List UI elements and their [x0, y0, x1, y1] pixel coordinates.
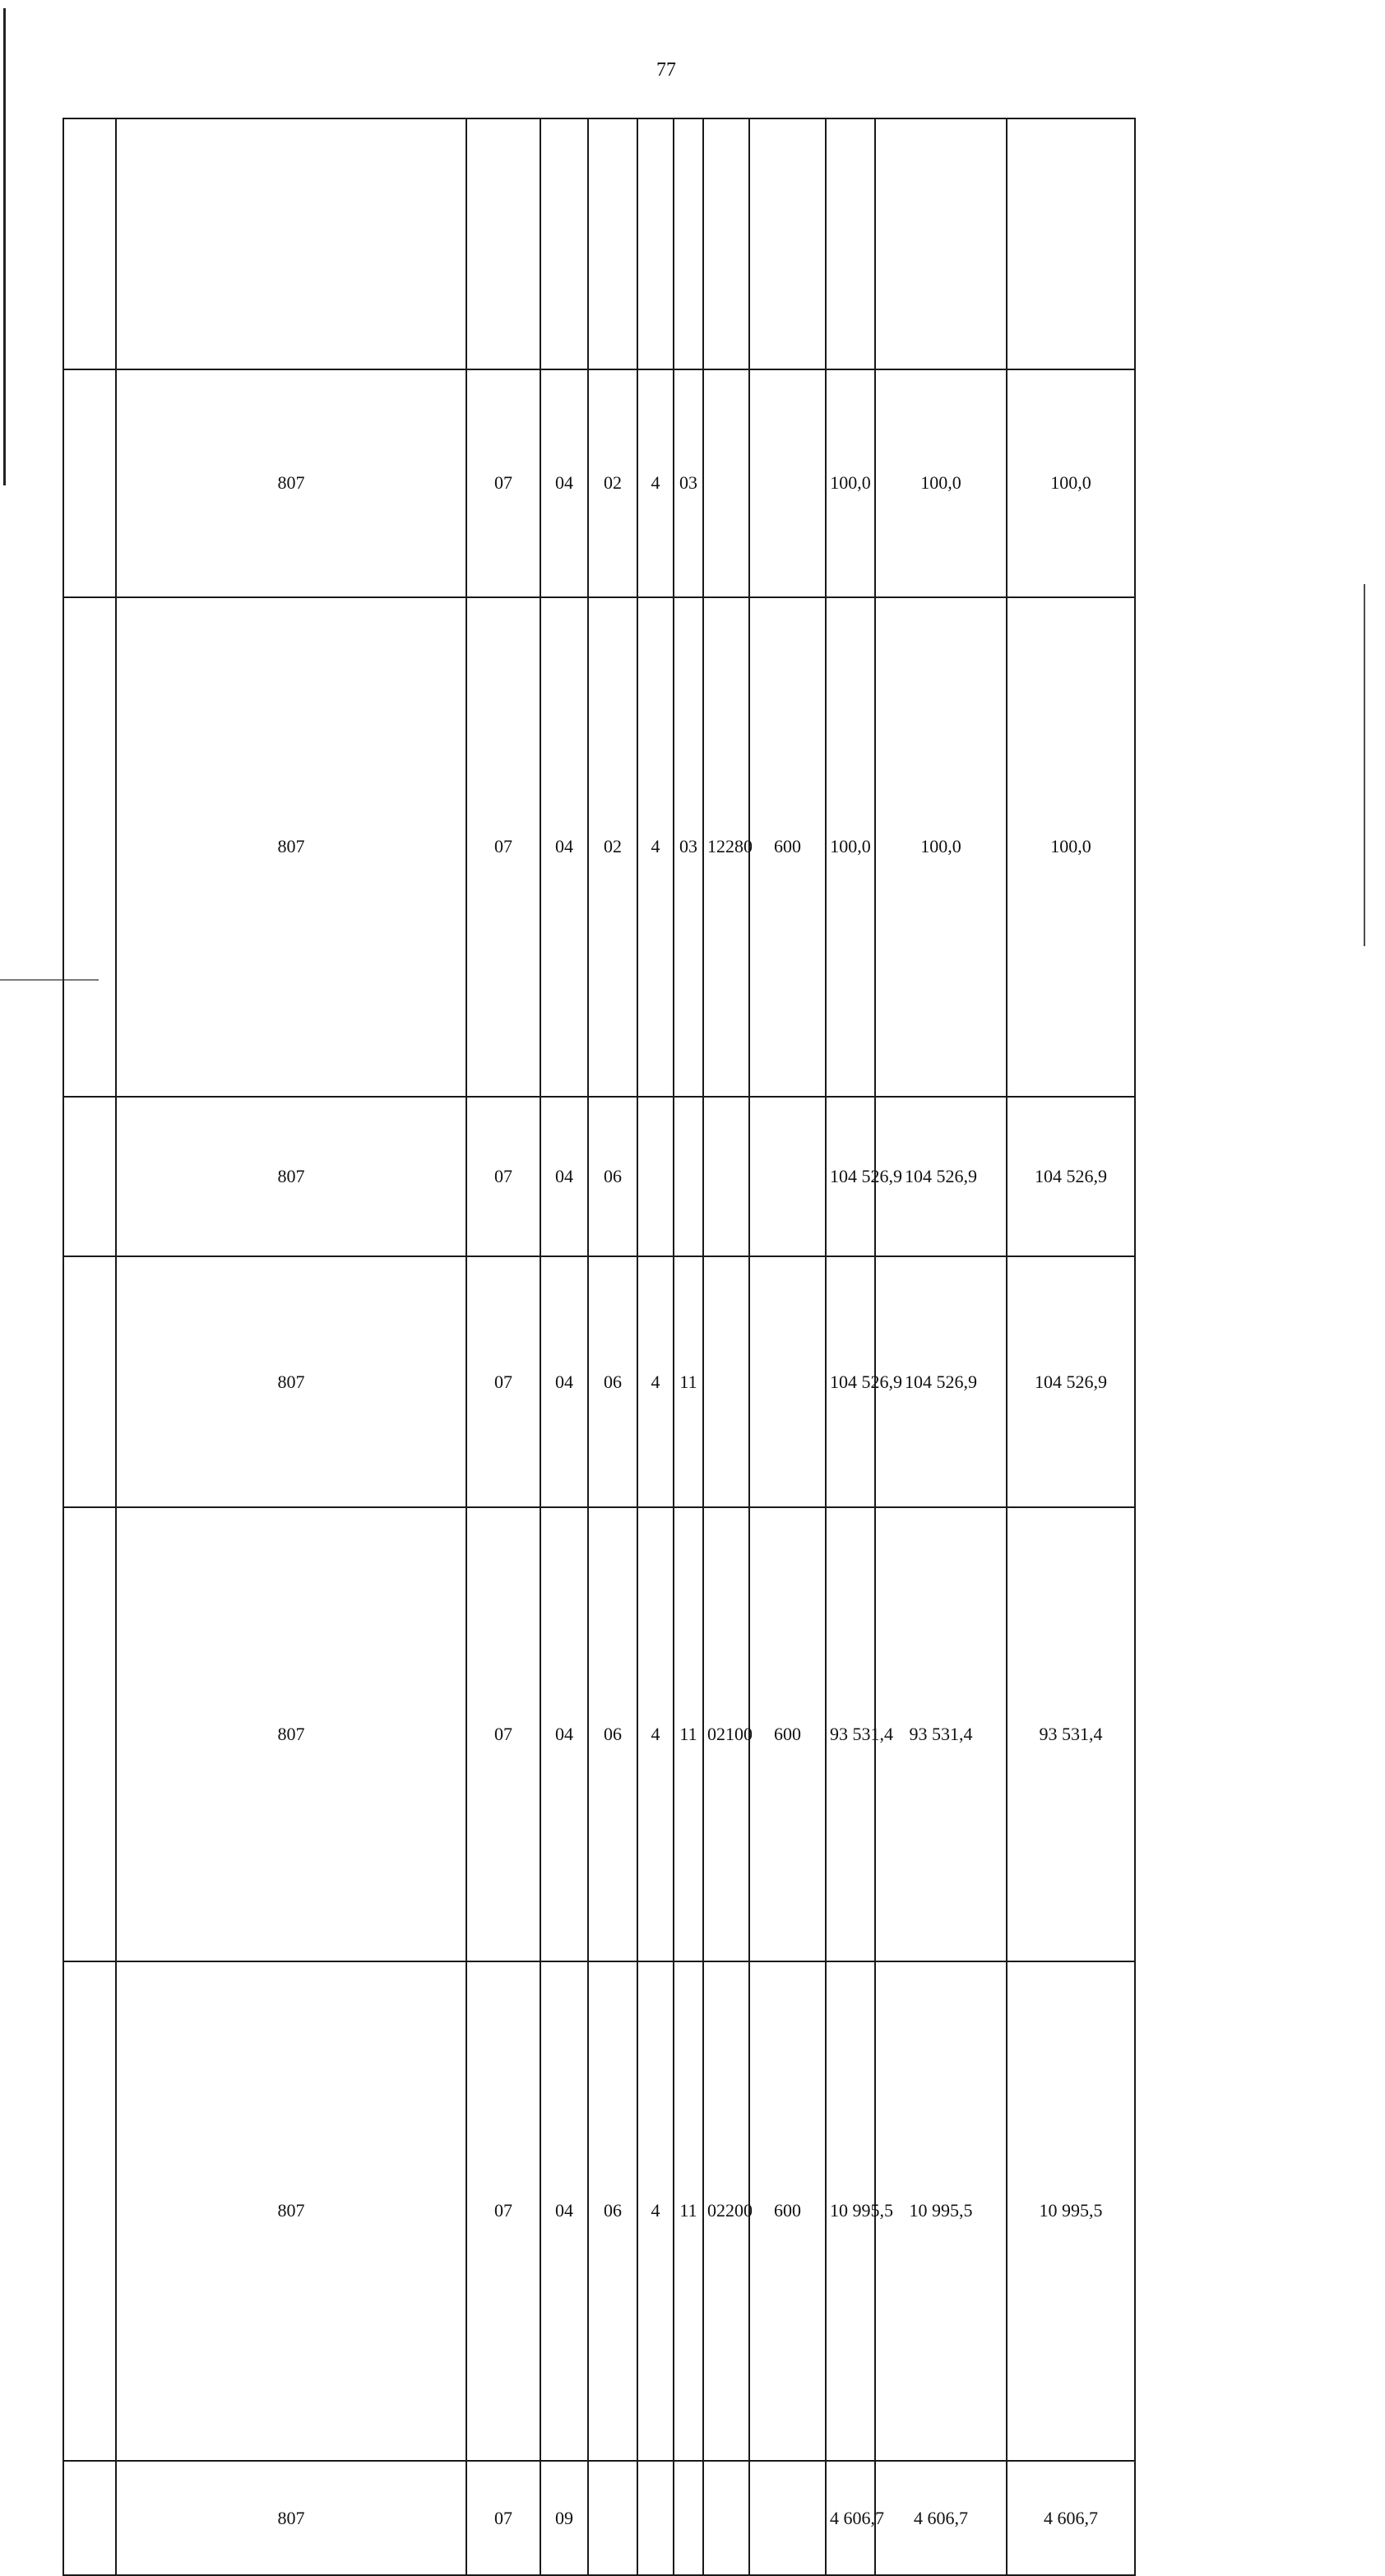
structure-element-code: 4: [637, 369, 674, 597]
ministry-code: 807: [116, 1507, 466, 1961]
program-code: 06: [588, 1256, 637, 1507]
row-number-cell: [63, 369, 116, 597]
amount-year-1: 104 526,9: [826, 1256, 875, 1507]
row-number-cell: [63, 1507, 116, 1961]
expense-type-code: [749, 1256, 826, 1507]
expense-type-code: [749, 369, 826, 597]
direction-code: [703, 2461, 749, 2576]
ministry-code: 807: [116, 1961, 466, 2461]
subsection-code: [540, 118, 588, 369]
ministry-code: [116, 118, 466, 369]
expense-type-code: 600: [749, 597, 826, 1097]
target-code: [674, 1097, 703, 1257]
amount-year-3: 100,0: [1007, 369, 1135, 597]
page-number: 77: [656, 59, 676, 81]
table-row: [63, 1097, 1274, 1257]
section-code: 07: [466, 1256, 540, 1507]
structure-element-code: 4: [637, 597, 674, 1097]
amount-year-2: 4 606,7: [875, 2461, 1007, 2576]
section-code: 07: [466, 1507, 540, 1961]
program-code: 06: [588, 1097, 637, 1257]
amount-year-1: 10 995,5: [826, 1961, 875, 2461]
section-code: 07: [466, 597, 540, 1097]
amount-year-2: 10 995,5: [875, 1961, 1007, 2461]
row-number-cell: [63, 1097, 116, 1257]
row-number-cell: [63, 597, 116, 1097]
program-code: 02: [588, 597, 637, 1097]
direction-code: 02100: [703, 1507, 749, 1961]
table-row: [63, 597, 1274, 1097]
direction-code: 12280: [703, 597, 749, 1097]
scan-edge-mark: [0, 979, 99, 981]
amount-year-1: 100,0: [826, 369, 875, 597]
ministry-code: 807: [116, 369, 466, 597]
amount-year-1: [826, 118, 875, 369]
row-number-cell: [63, 118, 116, 369]
amount-year-3: 4 606,7: [1007, 2461, 1135, 2576]
subsection-code: 04: [540, 1256, 588, 1507]
target-code: 11: [674, 1507, 703, 1961]
amount-year-3: 100,0: [1007, 597, 1135, 1097]
expense-type-code: 600: [749, 1507, 826, 1961]
expense-type-code: [749, 1097, 826, 1257]
subsection-code: 04: [540, 369, 588, 597]
amount-year-3: [1007, 118, 1135, 369]
structure-element-code: [637, 2461, 674, 2576]
section-code: 07: [466, 1097, 540, 1257]
amount-year-1: 100,0: [826, 597, 875, 1097]
amount-year-2: 104 526,9: [875, 1256, 1007, 1507]
table-row: [63, 1507, 1274, 1961]
table-row: [63, 2461, 1274, 2576]
subsection-code: 04: [540, 1097, 588, 1257]
program-code: [588, 2461, 637, 2576]
table-row: [63, 1961, 1274, 2461]
section-code: 07: [466, 2461, 540, 2576]
structure-element-code: 4: [637, 1961, 674, 2461]
direction-code: [703, 1256, 749, 1507]
scan-edge-mark: [1364, 584, 1365, 946]
target-code: [674, 118, 703, 369]
row-number-cell: [63, 1256, 116, 1507]
program-code: 02: [588, 369, 637, 597]
amount-year-2: 100,0: [875, 369, 1007, 597]
target-code: 11: [674, 1256, 703, 1507]
expense-type-code: 600: [749, 1961, 826, 2461]
target-code: 11: [674, 1961, 703, 2461]
amount-year-1: 104 526,9: [826, 1097, 875, 1257]
ministry-code: 807: [116, 1256, 466, 1507]
program-code: [588, 118, 637, 369]
expense-type-code: [749, 118, 826, 369]
direction-code: [703, 118, 749, 369]
structure-element-code: [637, 1097, 674, 1257]
table-row: [63, 369, 1274, 597]
structure-element-code: 4: [637, 1256, 674, 1507]
amount-year-1: 93 531,4: [826, 1507, 875, 1961]
target-code: 03: [674, 369, 703, 597]
amount-year-3: 10 995,5: [1007, 1961, 1135, 2461]
amount-year-1: 4 606,7: [826, 2461, 875, 2576]
budget-table: [63, 118, 1275, 2576]
ministry-code: 807: [116, 2461, 466, 2576]
ministry-code: 807: [116, 1097, 466, 1257]
subsection-code: 09: [540, 2461, 588, 2576]
subsection-code: 04: [540, 1507, 588, 1961]
section-code: 07: [466, 1961, 540, 2461]
expense-type-code: [749, 2461, 826, 2576]
table-row: [63, 1256, 1274, 1507]
table-row: [63, 118, 1274, 369]
direction-code: [703, 1097, 749, 1257]
scan-edge-mark: [3, 8, 6, 485]
subsection-code: 04: [540, 597, 588, 1097]
amount-year-2: 100,0: [875, 597, 1007, 1097]
direction-code: [703, 369, 749, 597]
amount-year-2: 104 526,9: [875, 1097, 1007, 1257]
structure-element-code: [637, 118, 674, 369]
amount-year-3: 104 526,9: [1007, 1097, 1135, 1257]
program-code: 06: [588, 1961, 637, 2461]
amount-year-2: [875, 118, 1007, 369]
amount-year-3: 93 531,4: [1007, 1507, 1135, 1961]
amount-year-2: 93 531,4: [875, 1507, 1007, 1961]
program-code: 06: [588, 1507, 637, 1961]
section-code: [466, 118, 540, 369]
target-code: [674, 2461, 703, 2576]
target-code: 03: [674, 597, 703, 1097]
row-number-cell: [63, 2461, 116, 2576]
amount-year-3: 104 526,9: [1007, 1256, 1135, 1507]
subsection-code: 04: [540, 1961, 588, 2461]
ministry-code: 807: [116, 597, 466, 1097]
row-number-cell: [63, 1961, 116, 2461]
section-code: 07: [466, 369, 540, 597]
structure-element-code: 4: [637, 1507, 674, 1961]
direction-code: 02200: [703, 1961, 749, 2461]
